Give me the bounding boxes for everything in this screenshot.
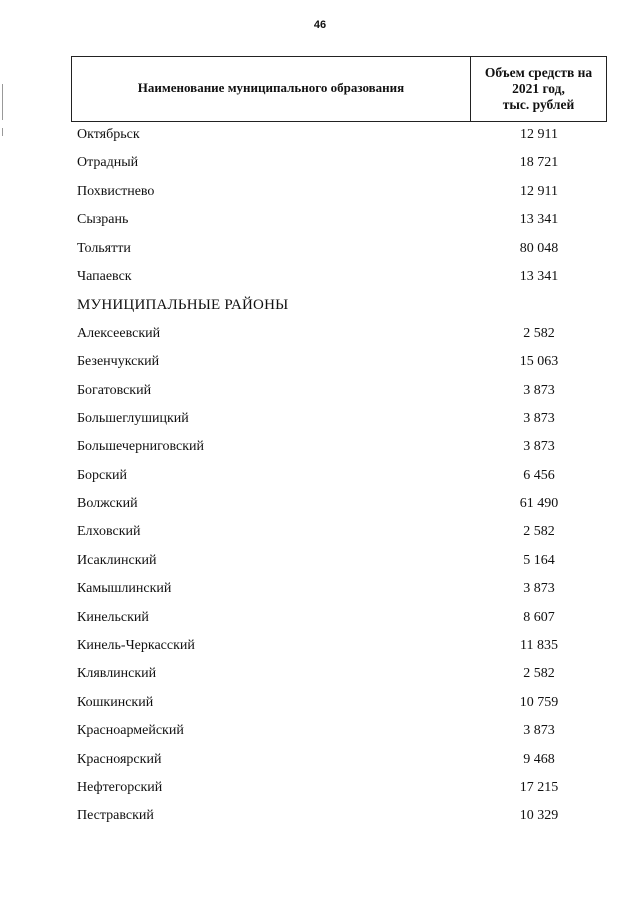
municipality-name: Кинельский <box>77 609 149 625</box>
funding-value: 18 721 <box>519 155 559 171</box>
table-row <box>71 633 607 661</box>
table-row <box>71 491 607 519</box>
municipality-name: Елховский <box>77 524 141 540</box>
table-row <box>71 434 607 462</box>
municipality-name: Октябрьск <box>77 127 140 142</box>
table-row <box>71 179 607 207</box>
funding-value: 2 582 <box>523 325 555 341</box>
funding-value: 10 329 <box>519 808 559 824</box>
table-row <box>71 690 607 718</box>
table-row <box>71 803 607 831</box>
funding-value: 80 048 <box>519 240 559 256</box>
column-header-volume <box>471 57 606 121</box>
table-row <box>71 264 607 292</box>
table-row <box>71 775 607 803</box>
funding-value: 8 607 <box>523 609 555 625</box>
funding-value: 10 759 <box>519 694 559 710</box>
table-row <box>71 661 607 689</box>
table-row <box>71 150 607 178</box>
funding-value: 5 164 <box>523 552 555 568</box>
municipality-name: Кинель-Черкасский <box>77 638 195 654</box>
funding-value: 12 911 <box>520 127 558 142</box>
municipality-name: Отрадный <box>77 155 139 171</box>
municipality-name: Пестравский <box>77 808 154 824</box>
funding-value: 6 456 <box>523 467 555 483</box>
funding-value: 12 911 <box>520 183 558 199</box>
table-row <box>71 519 607 547</box>
table-row <box>71 349 607 377</box>
table-row <box>71 378 607 406</box>
municipality-name: Тольятти <box>77 240 131 256</box>
municipality-name: Борский <box>77 467 128 483</box>
section-heading-row <box>71 292 607 320</box>
municipality-name: Богатовский <box>77 382 152 398</box>
municipality-name: Красноармейский <box>77 723 184 739</box>
funding-value: 2 582 <box>523 524 555 540</box>
municipality-name: Волжский <box>77 496 138 512</box>
municipality-name: Большеглушицкий <box>77 410 189 426</box>
table-row <box>71 605 607 633</box>
table-row <box>71 207 607 235</box>
column-header-volume-line: 2021 год, <box>512 81 565 96</box>
funding-value: 3 873 <box>523 723 555 739</box>
municipality-name: Исаклинский <box>77 552 157 568</box>
scan-margin-mark <box>2 84 3 120</box>
table-body <box>71 122 607 832</box>
table-row <box>71 548 607 576</box>
column-header-volume-line: Объем средств на <box>484 65 593 80</box>
table-row <box>71 321 607 349</box>
table-row <box>71 463 607 491</box>
table-row <box>71 236 607 264</box>
column-header-municipality <box>72 57 471 121</box>
table-header <box>71 56 607 122</box>
column-header-municipality-label: Наименование муниципального образования <box>137 80 405 95</box>
funding-value: 3 873 <box>523 382 555 398</box>
section-heading: МУНИЦИПАЛЬНЫЕ РАЙОНЫ <box>77 297 289 314</box>
municipality-name: Кошкинский <box>77 694 154 710</box>
municipality-name: Камышлинский <box>77 581 172 597</box>
page-number: 46 <box>313 19 327 31</box>
funding-value: 15 063 <box>519 354 559 370</box>
funding-value: 61 490 <box>519 496 559 512</box>
funding-value: 9 468 <box>523 751 555 767</box>
table-row <box>71 576 607 604</box>
funding-value: 2 582 <box>523 666 555 682</box>
funding-value: 11 835 <box>520 638 558 654</box>
funding-value: 3 873 <box>523 410 555 426</box>
funding-value: 13 341 <box>519 268 559 284</box>
municipality-name: Безенчукский <box>77 354 160 370</box>
municipality-name: Красноярский <box>77 751 162 767</box>
municipality-name: Алексеевский <box>77 325 161 341</box>
funding-value: 3 873 <box>523 439 555 455</box>
municipality-name: Большечерниговский <box>77 439 205 455</box>
municipality-name: Нефтегорский <box>77 779 163 795</box>
scan-margin-mark <box>2 128 3 136</box>
table-row <box>71 747 607 775</box>
table-row <box>71 122 607 150</box>
funding-value: 3 873 <box>523 581 555 597</box>
municipality-name: Сызрань <box>77 212 129 228</box>
table-row <box>71 718 607 746</box>
column-header-volume-line: тыс. рублей <box>502 97 575 112</box>
funding-value: 17 215 <box>519 779 559 795</box>
municipality-name: Чапаевск <box>77 268 132 284</box>
municipality-name: Похвистнево <box>77 183 155 199</box>
table-row <box>71 406 607 434</box>
municipality-name: Клявлинский <box>77 666 157 682</box>
funding-value: 13 341 <box>519 212 559 228</box>
